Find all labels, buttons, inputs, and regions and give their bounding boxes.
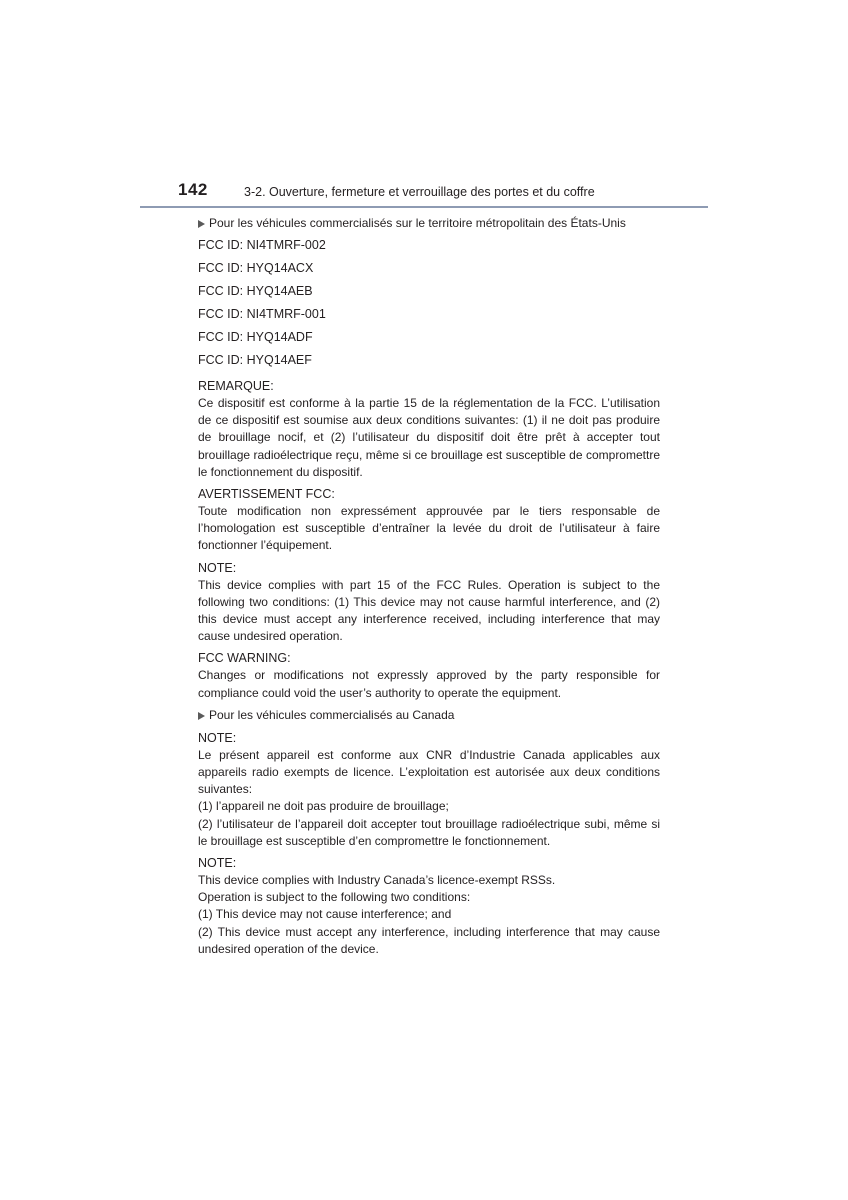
fcc-id-2: FCC ID: HYQ14ACX <box>198 261 314 275</box>
note-fr-text: Le présent appareil est conforme aux CNR d’Industrie Canada applicables aux appareils radio exempts de licence. L’exploitation est autorisée aux deux conditions suivantes: <box>198 747 660 797</box>
triangle-bullet-icon <box>198 220 205 228</box>
note-en-line-1: This device complies with Industry Canada’s licence-exempt RSSs. <box>198 873 556 888</box>
note-text: This device complies with part 15 of the FCC Rules. Operation is subject to the following two conditions: (1) This device may not cause harmful interference, and (2) this device must accept any interference received, including interference that may cause undesired operation. <box>198 577 660 644</box>
note-en-item-2: (2) This device must accept any interference, including interference that may cause undesired operation of the device. <box>198 924 660 956</box>
avertissement-label: AVERTISSEMENT FCC: <box>198 487 335 502</box>
section-title: 3-2. Ouverture, fermeture et verrouillage des portes et du coffre <box>244 185 595 199</box>
note-en-line-2: Operation is subject to the following two conditions: <box>198 890 471 905</box>
canada-heading <box>198 706 660 726</box>
remarque-text: Ce dispositif est conforme à la partie 15 de la réglementation de la FCC. L’utilisation de ce dispositif est soumise aux deux conditions suivantes: (1) il ne doit pas produire de brouillage nocif, et (2) l’utilisateur du dispositif doit être prêt à accepter tout brouillage radioélectrique reçu, même si ce brouillage est susceptible de compromettre le fonctionnement du dispositif. <box>198 396 660 479</box>
note-fr-label: NOTE: <box>198 730 237 745</box>
note-fr-item-1: (1) l’appareil ne doit pas produire de brouillage; <box>198 799 449 814</box>
triangle-bullet-icon <box>198 712 205 720</box>
canada-heading-text: Pour les véhicules commercialisés au Canada <box>209 708 455 723</box>
fcc-warning-label: FCC WARNING: <box>198 651 291 666</box>
avertissement-text: Toute modification non expressément approuvée par le tiers responsable de l’homologation est susceptible d’entraîner la levée du droit de l’utilisateur à faire fonctionner l’équipement. <box>198 504 660 553</box>
note-en-label: NOTE: <box>198 856 237 871</box>
fcc-id-4: FCC ID: NI4TMRF-001 <box>198 307 326 321</box>
page-number: 142 <box>178 180 208 199</box>
us-heading-text: Pour les véhicules commercialisés sur le territoire métropolitain des États-Unis <box>209 216 626 231</box>
fcc-id-3: FCC ID: HYQ14AEB <box>198 284 313 298</box>
fcc-id-5: FCC ID: HYQ14ADF <box>198 330 313 344</box>
page-content <box>198 214 660 962</box>
header-divider <box>140 206 708 208</box>
note-label: NOTE: <box>198 560 237 575</box>
note-en-item-1: (1) This device may not cause interference; and <box>198 907 452 922</box>
fcc-id-6: FCC ID: HYQ14AEF <box>198 353 312 367</box>
note-fr-item-2: (2) l’utilisateur de l’appareil doit accepter tout brouillage radioélectrique subi, même si le brouillage est susceptible d’en compromettre le fonctionnement. <box>198 816 660 848</box>
fcc-id-1: FCC ID: NI4TMRF-002 <box>198 238 326 252</box>
page-header <box>140 178 708 212</box>
remarque-label: REMARQUE: <box>198 379 274 393</box>
fcc-warning-text: Changes or modifications not expressly approved by the party responsible for compliance could void the user’s authority to operate the equipment. <box>198 668 660 700</box>
us-heading <box>198 214 660 234</box>
